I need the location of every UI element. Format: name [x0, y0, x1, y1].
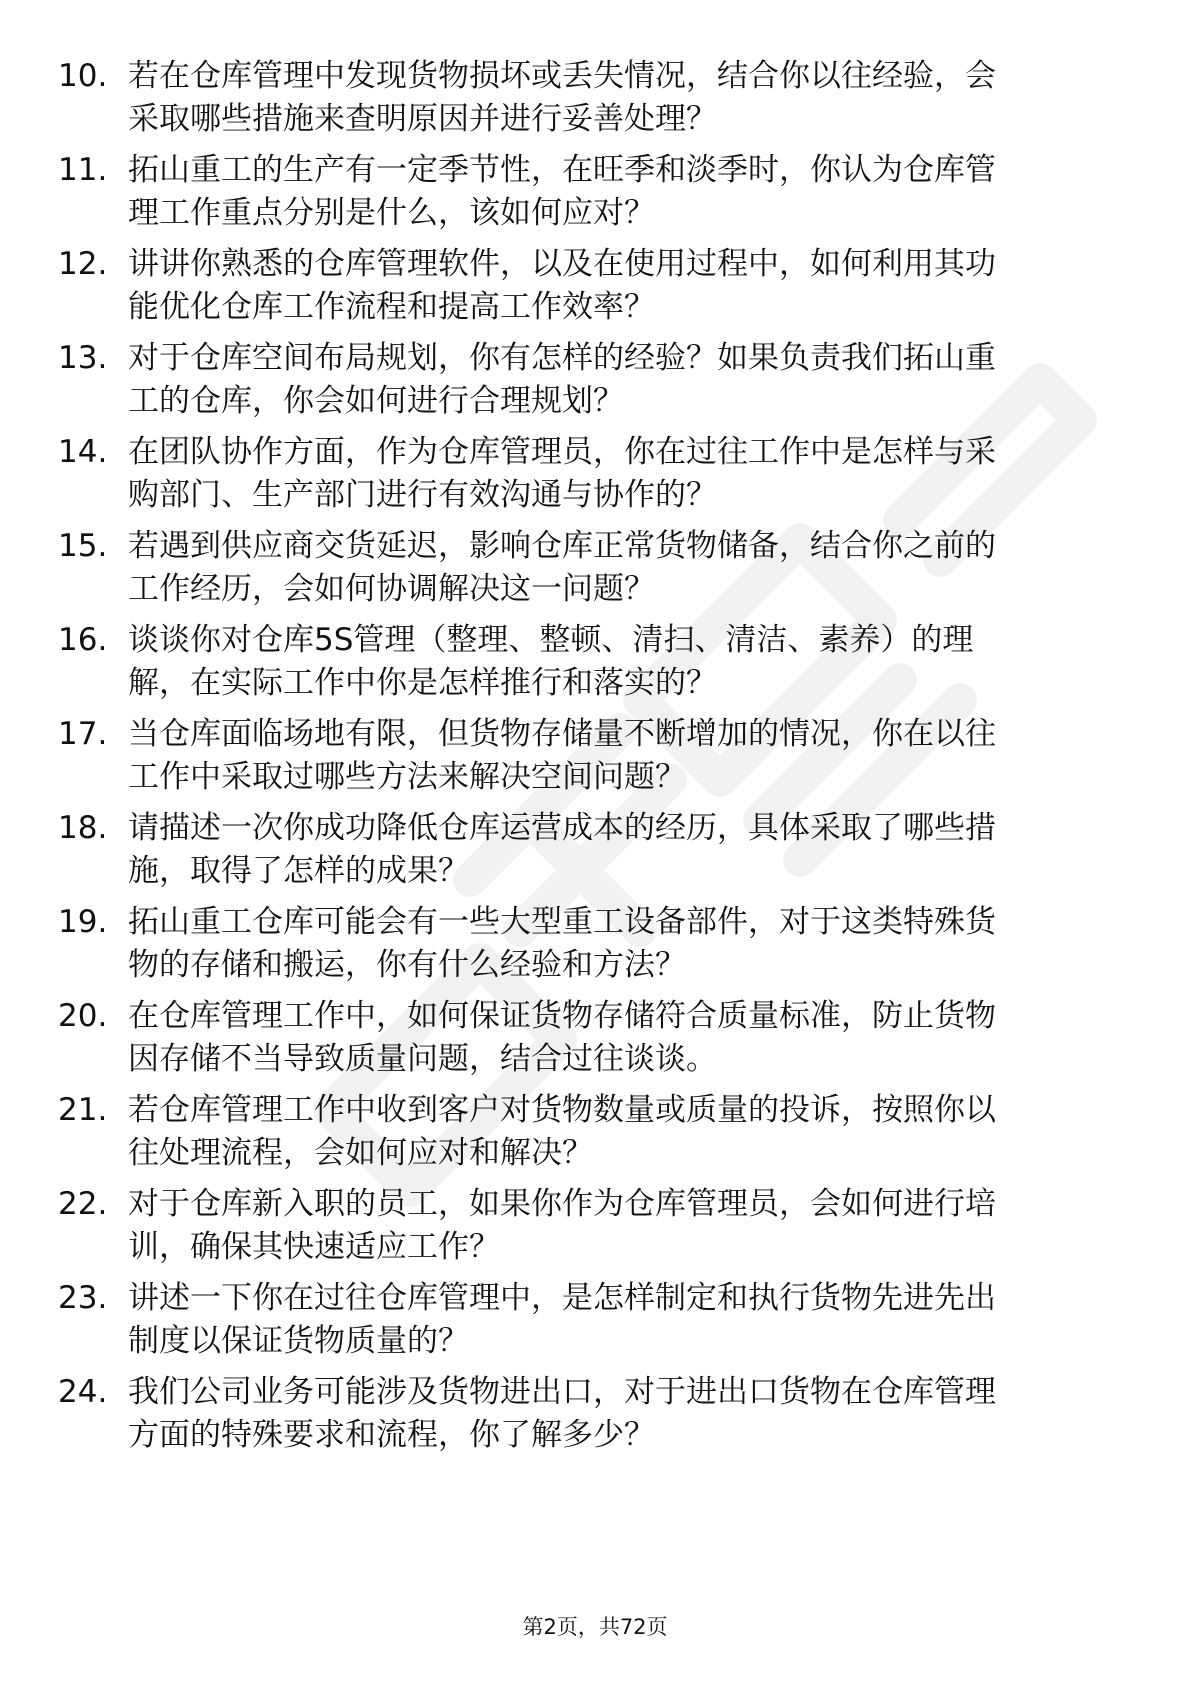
question-number: 12. [58, 246, 108, 282]
question-item [0, 243, 1190, 343]
question-text [128, 901, 1118, 987]
question-number: 14. [58, 434, 108, 470]
question-text [128, 1277, 1118, 1363]
question-line: 采取哪些措施来查明原因并进行妥善处理？ [128, 101, 717, 137]
question-item [0, 431, 1190, 531]
question-number: 18. [58, 810, 108, 846]
question-text [128, 149, 1118, 235]
question-line: 拓山重工的生产有一定季节性，在旺季和淡季时，你认为仓库管 [128, 152, 996, 188]
question-item [0, 713, 1190, 813]
question-text [128, 1371, 1118, 1457]
question-text [128, 337, 1118, 423]
question-line: 方面的特殊要求和流程，你了解多少？ [128, 1417, 655, 1453]
question-line: 对于仓库空间布局规划，你有怎样的经验？如果负责我们拓山重 [128, 340, 996, 376]
question-line: 若在仓库管理中发现货物损坏或丢失情况，结合你以往经验，会 [128, 58, 996, 94]
question-number: 22. [58, 1186, 108, 1222]
question-number: 17. [58, 716, 108, 752]
question-line: 工作经历，会如何协调解决这一问题？ [128, 571, 655, 607]
question-item [0, 1089, 1190, 1189]
question-line: 讲讲你熟悉的仓库管理软件，以及在使用过程中，如何利用其功 [128, 246, 996, 282]
question-item [0, 1277, 1190, 1377]
question-line: 对于仓库新入职的员工，如果你作为仓库管理员，会如何进行培 [128, 1186, 996, 1222]
question-number: 13. [58, 340, 108, 376]
question-line: 解，在实际工作中你是怎样推行和落实的？ [128, 665, 717, 701]
question-line: 在仓库管理工作中，如何保证货物存储符合质量标准，防止货物 [128, 998, 996, 1034]
question-line: 物的存储和搬运，你有什么经验和方法？ [128, 947, 686, 983]
question-line: 工的仓库，你会如何进行合理规划？ [128, 383, 624, 419]
question-number: 10. [58, 58, 108, 94]
question-number: 24. [58, 1374, 108, 1410]
question-item [0, 337, 1190, 437]
question-line: 若仓库管理工作中收到客户对货物数量或质量的投诉，按照你以 [128, 1092, 996, 1128]
question-text [128, 55, 1118, 141]
question-item [0, 525, 1190, 625]
question-item [0, 995, 1190, 1095]
question-item [0, 619, 1190, 719]
question-item [0, 1371, 1190, 1471]
question-text [128, 525, 1118, 611]
question-line: 能优化仓库工作流程和提高工作效率？ [128, 289, 655, 325]
question-text [128, 243, 1118, 329]
question-line: 施，取得了怎样的成果？ [128, 853, 469, 889]
question-item [0, 1183, 1190, 1283]
question-item [0, 901, 1190, 1001]
page-footer [0, 1612, 1190, 1642]
question-number: 16. [58, 622, 108, 658]
question-text [128, 1183, 1118, 1269]
question-line: 讲述一下你在过往仓库管理中，是怎样制定和执行货物先进先出 [128, 1280, 996, 1316]
question-number: 23. [58, 1280, 108, 1316]
question-text [128, 619, 1118, 705]
page-number-label: 第2页，共72页 [522, 1615, 668, 1639]
question-number: 20. [58, 998, 108, 1034]
question-number: 21. [58, 1092, 108, 1128]
question-number: 11. [58, 152, 108, 188]
question-item [0, 55, 1190, 155]
question-line: 当仓库面临场地有限，但货物存储量不断增加的情况，你在以往 [128, 716, 996, 752]
question-item [0, 807, 1190, 907]
question-line: 训，确保其快速适应工作？ [128, 1229, 500, 1265]
question-line: 在团队协作方面，作为仓库管理员，你在过往工作中是怎样与采 [128, 434, 996, 470]
question-line: 理工作重点分别是什么，该如何应对？ [128, 195, 655, 231]
question-line: 购部门、生产部门进行有效沟通与协作的？ [128, 477, 717, 513]
question-line: 往处理流程，会如何应对和解决？ [128, 1135, 593, 1171]
question-text [128, 1089, 1118, 1175]
question-line: 拓山重工仓库可能会有一些大型重工设备部件，对于这类特殊货 [128, 904, 996, 940]
question-line: 因存储不当导致质量问题，结合过往谈谈。 [128, 1041, 717, 1077]
question-line: 工作中采取过哪些方法来解决空间问题？ [128, 759, 686, 795]
question-text [128, 995, 1118, 1081]
question-line: 谈谈你对仓库5S管理（整理、整顿、清扫、清洁、素养）的理 [128, 622, 974, 658]
question-line: 制度以保证货物质量的？ [128, 1323, 469, 1359]
question-number: 19. [58, 904, 108, 940]
question-item [0, 149, 1190, 249]
question-text [128, 713, 1118, 799]
question-line: 若遇到供应商交货延迟，影响仓库正常货物储备，结合你之前的 [128, 528, 996, 564]
question-text [128, 807, 1118, 893]
question-number: 15. [58, 528, 108, 564]
question-line: 请描述一次你成功降低仓库运营成本的经历，具体采取了哪些措 [128, 810, 996, 846]
question-line: 我们公司业务可能涉及货物进出口，对于进出口货物在仓库管理 [128, 1374, 996, 1410]
question-text [128, 431, 1118, 517]
